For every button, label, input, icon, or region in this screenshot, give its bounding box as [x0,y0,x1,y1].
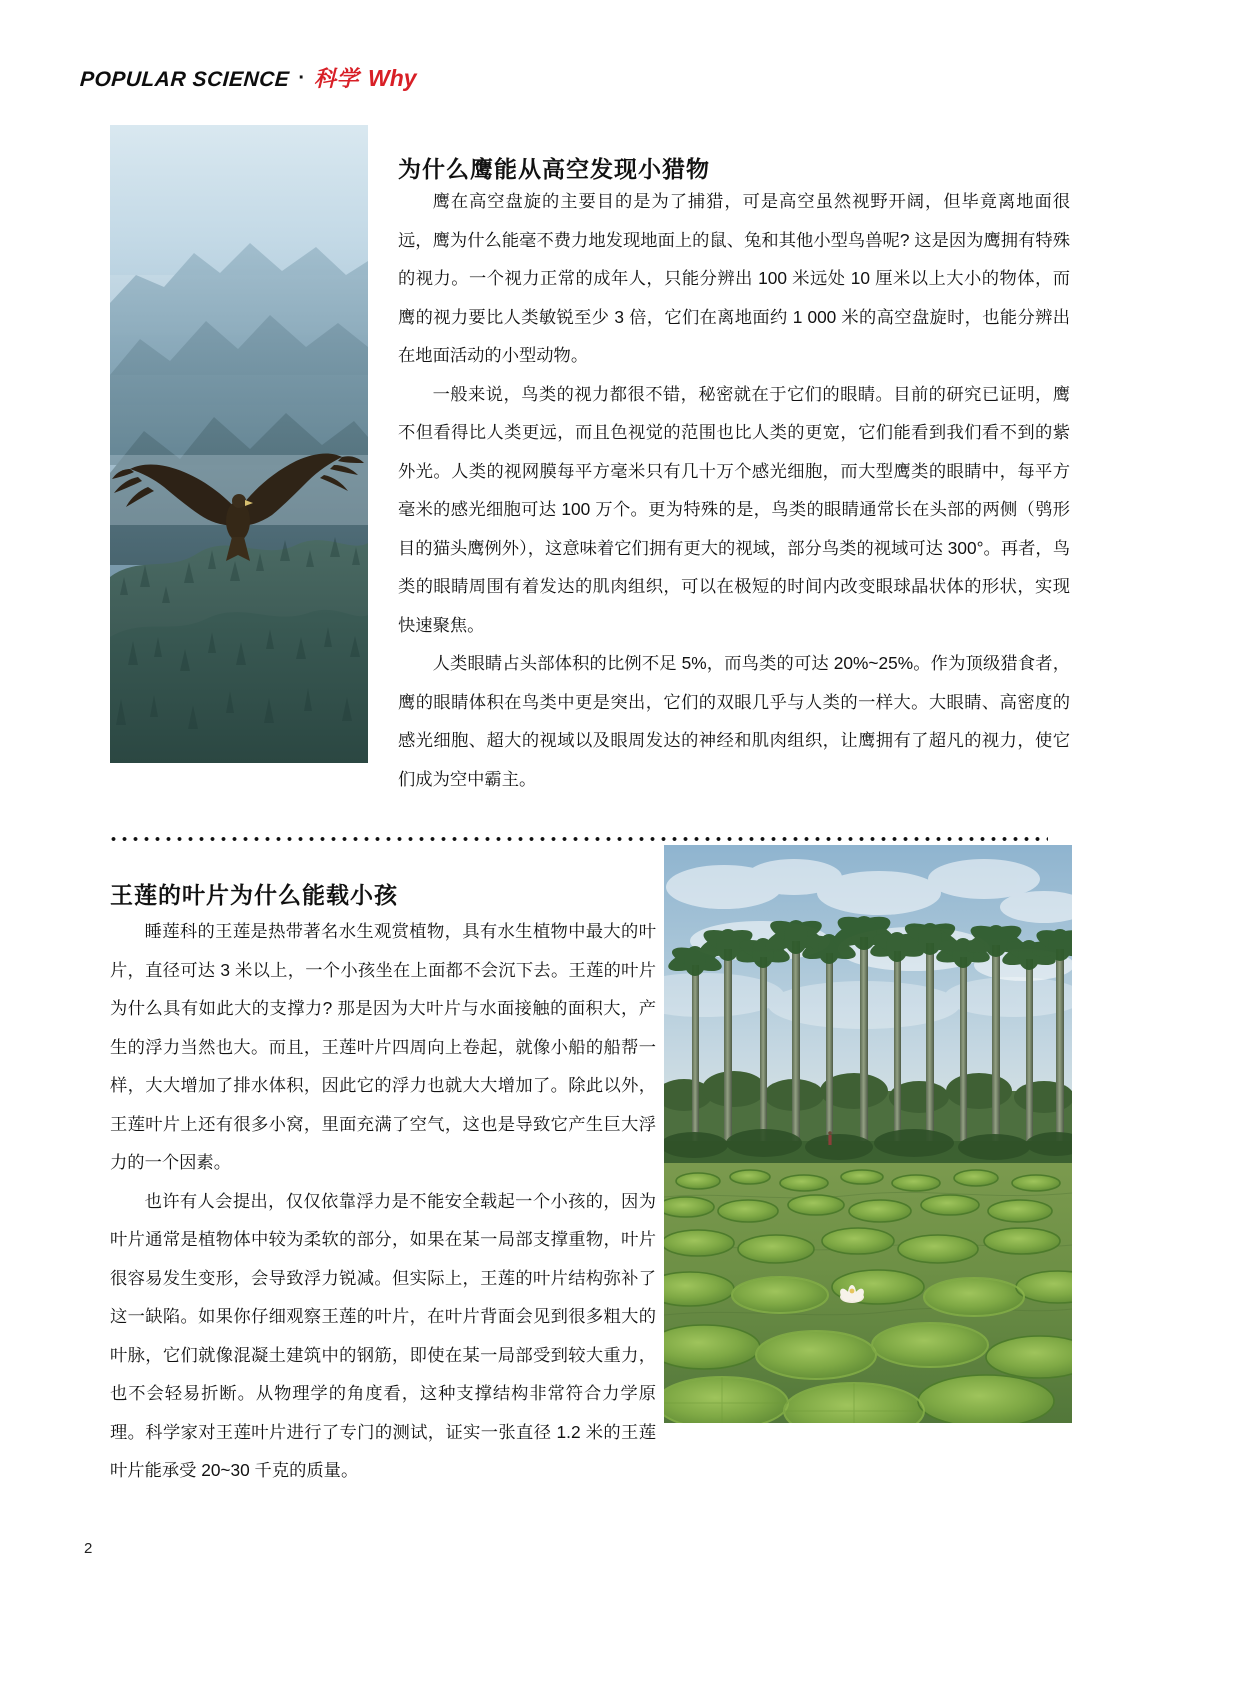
article-water-lily [80,862,1080,1482]
page-number: 2 [84,1540,93,1557]
section-divider [108,836,1048,842]
masthead-separator-dot: · [298,67,306,89]
masthead-chinese-title: 科学 [314,66,360,91]
article-eagle-title: 为什么鹰能从高空发现小猎物 [398,156,710,183]
article-water-lily-title: 王莲的叶片为什么能载小孩 [110,882,398,909]
masthead-why-word: Why [368,65,417,91]
eagle-photo [110,125,368,763]
distant-person [828,1131,832,1145]
masthead [80,62,417,93]
paragraph: 人类眼睛占头部体积的比例不足 5%，而鸟类的可达 20%~25%。作为顶级猎食者，鹰的眼睛体积在鸟类中更是突出，它们的双眼几乎与人类的一样大。大眼睛、高密度的感光细胞、超大的视域以及眼周发达的神经和肌肉组织，让鹰拥有了超凡的视力，使它们成为空中霸主。 [398,653,1070,789]
paragraph: 一般来说，鸟类的视力都很不错，秘密就在于它们的眼睛。目前的研究已证明，鹰不但看得比人类更远，而且色视觉的范围也比人类的更宽，它们能看到我们看不到的紫外光。人类的视网膜每平方毫米只有几十万个感光细胞，而大型鹰类的眼睛中，每平方毫米的感光细胞可达 100 万个。更为特殊的是，鸟类的眼睛通常长在头部的两侧（鸮形目的猫头鹰例外），这意味着它们拥有更大的视域，部分鸟类的视域可达 300°。再者，鸟类的眼睛周围有着发达的肌肉组织，可以在极短的时间内改变眼球晶状体的形状，实现快速聚焦。 [398,383,1070,635]
article-eagle [80,120,1080,789]
paragraph: 鹰在高空盘旋的主要目的是为了捕猎，可是高空虽然视野开阔，但毕竟离地面很远，鹰为什么能毫不费力地发现地面上的鼠、兔和其他小型鸟兽呢? 这是因为鹰拥有特殊的视力。一个视力正常的成年人，只能分辨出 100 米远处 10 厘米以上大小的物体，而鹰的视力要比人类敏锐至少 3 倍，它们在离地面约 1 000 米的高空盘旋时，也能分辨出在地面活动的小型动物。 [398,191,1070,365]
paragraph: 睡莲科的王莲是热带著名水生观赏植物，具有水生植物中最大的叶片，直径可达 3 米以上，一个小孩坐在上面都不会沉下去。王莲的叶片为什么具有如此大的支撑力? 那是因为大叶片与水面接触的面积大，产生的浮力当然也大。而且，王莲叶片四周向上卷起，就像小船的船帮一样，大大增加了排水体积，因此它的浮力也就大大增加了。除此以外，王莲叶片上还有很多小窝，里面充满了空气，这也是导致它产生巨大浮力的一个因素。 [110,921,656,1172]
water-lily-photo [664,845,1072,1423]
paragraph: 也许有人会提出，仅仅依靠浮力是不能安全载起一个小孩的，因为叶片通常是植物体中较为柔软的部分，如果在某一局部支撑重物，叶片很容易发生变形，会导致浮力锐减。但实际上，王莲的叶片结构弥补了这一缺陷。如果你仔细观察王莲的叶片，在叶片背面会见到很多粗大的叶脉，它们就像混凝土建筑中的钢筋，即使在某一局部受到较大重力，也不会轻易折断。从物理学的角度看，这种支撑结构非常符合力学原理。科学家对王莲叶片进行了专门的测试，证实一张直径 1.2 米的王莲叶片能承受 20~30 千克的质量。 [110,1190,656,1480]
article-water-lily-body [110,912,656,1490]
masthead-english-title: POPULAR SCIENCE [79,68,291,91]
article-eagle-body [398,182,1070,798]
